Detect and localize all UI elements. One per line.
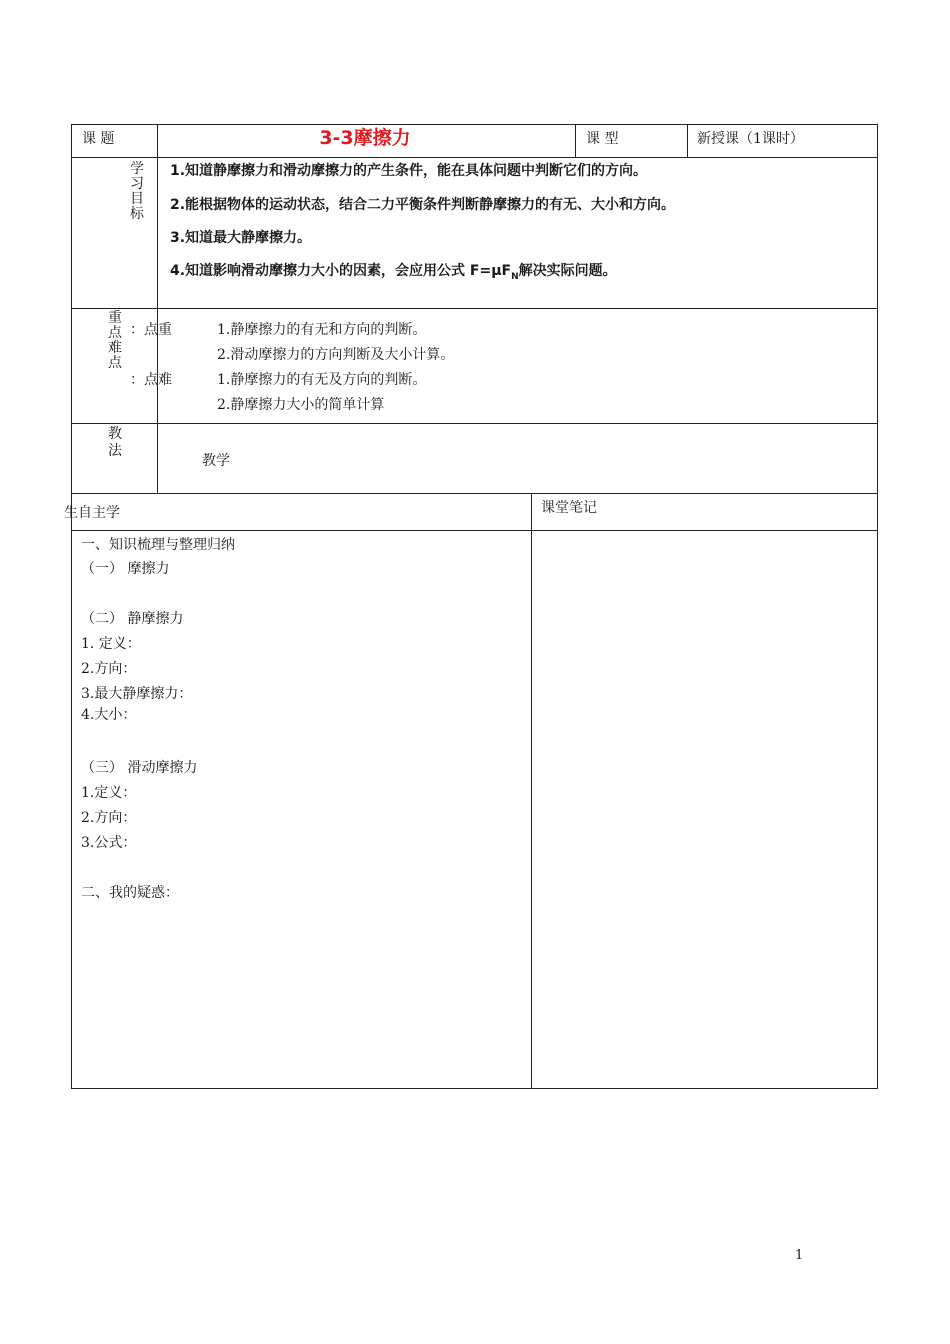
table-left-border [71,124,72,1089]
type-label: 课 型 [586,131,619,147]
type-value: 新授课（1课时） [697,131,804,147]
study-line-7: 4.大小： [81,707,137,723]
objective-3: 3.知道最大静摩擦力。 [170,230,312,246]
objective-1: 1.知道静摩擦力和滑动摩擦力的产生条件，能在具体问题中判断它们的方向。 [170,163,648,179]
study-line-6: 3.最大静摩擦力： [81,686,193,702]
table-top-border [71,124,878,125]
study-line-2: （一） 摩擦力 [81,561,170,577]
notes-header: 课堂笔记 [541,500,597,516]
row-divider-method [71,493,878,494]
header-divider-2 [687,124,688,158]
table-right-border [877,124,878,1089]
study-line-10: 2.方向： [81,810,137,826]
difficulty-item-2: 2.静摩擦力大小的简单计算 [217,397,385,413]
row-divider-keypoints [71,423,878,424]
self-study-header: 生自主学 [64,505,120,521]
topic-label: 课 题 [82,131,115,147]
objective-4 [170,262,617,286]
study-line-12: 二、我的疑惑： [81,885,179,901]
study-line-11: 3.公式： [81,835,137,851]
method-value: 教学 [202,453,230,469]
study-line-3: （二） 静摩擦力 [81,611,184,627]
header-divider-1 [575,124,576,158]
focus-item-2: 2.滑动摩擦力的方向判断及大小计算。 [217,347,455,363]
objective-4-tail: 解决实际问题。 [518,263,617,279]
method-label: 教法 [108,426,122,459]
objective-4-subscript: N [511,271,519,282]
focus-label: ：点重 [130,322,172,338]
keypoints-label: 重点难点 [108,310,122,371]
page-title: 3-3摩擦力 [319,127,411,149]
page-number: 1 [795,1248,804,1263]
study-line-4: 1. 定义： [81,636,141,652]
study-line-1: 一、知识梳理与整理归纳 [81,537,235,553]
study-line-9: 1.定义： [81,785,137,801]
row-divider-study-header [71,530,878,531]
objective-2: 2.能根据物体的运动状态，结合二力平衡条件判断静摩擦力的有无、大小和方向。 [170,197,676,213]
row-divider-objectives [71,308,878,309]
row-divider-header [71,157,878,158]
table-bottom-border [71,1088,878,1089]
difficulty-label: ：点难 [130,372,172,388]
objectives-label: 学习目标 [130,161,144,222]
study-line-5: 2.方向： [81,661,137,677]
notes-column-divider [531,493,532,1089]
focus-item-1: 1.静摩擦力的有无和方向的判断。 [217,322,427,338]
study-line-8: （三） 滑动摩擦力 [81,760,198,776]
label-column-divider [157,124,158,494]
objective-4-text: 4.知道影响滑动摩擦力大小的因素，会应用公式 F=μF [170,263,512,279]
difficulty-item-1: 1.静摩擦力的有无及方向的判断。 [217,372,427,388]
